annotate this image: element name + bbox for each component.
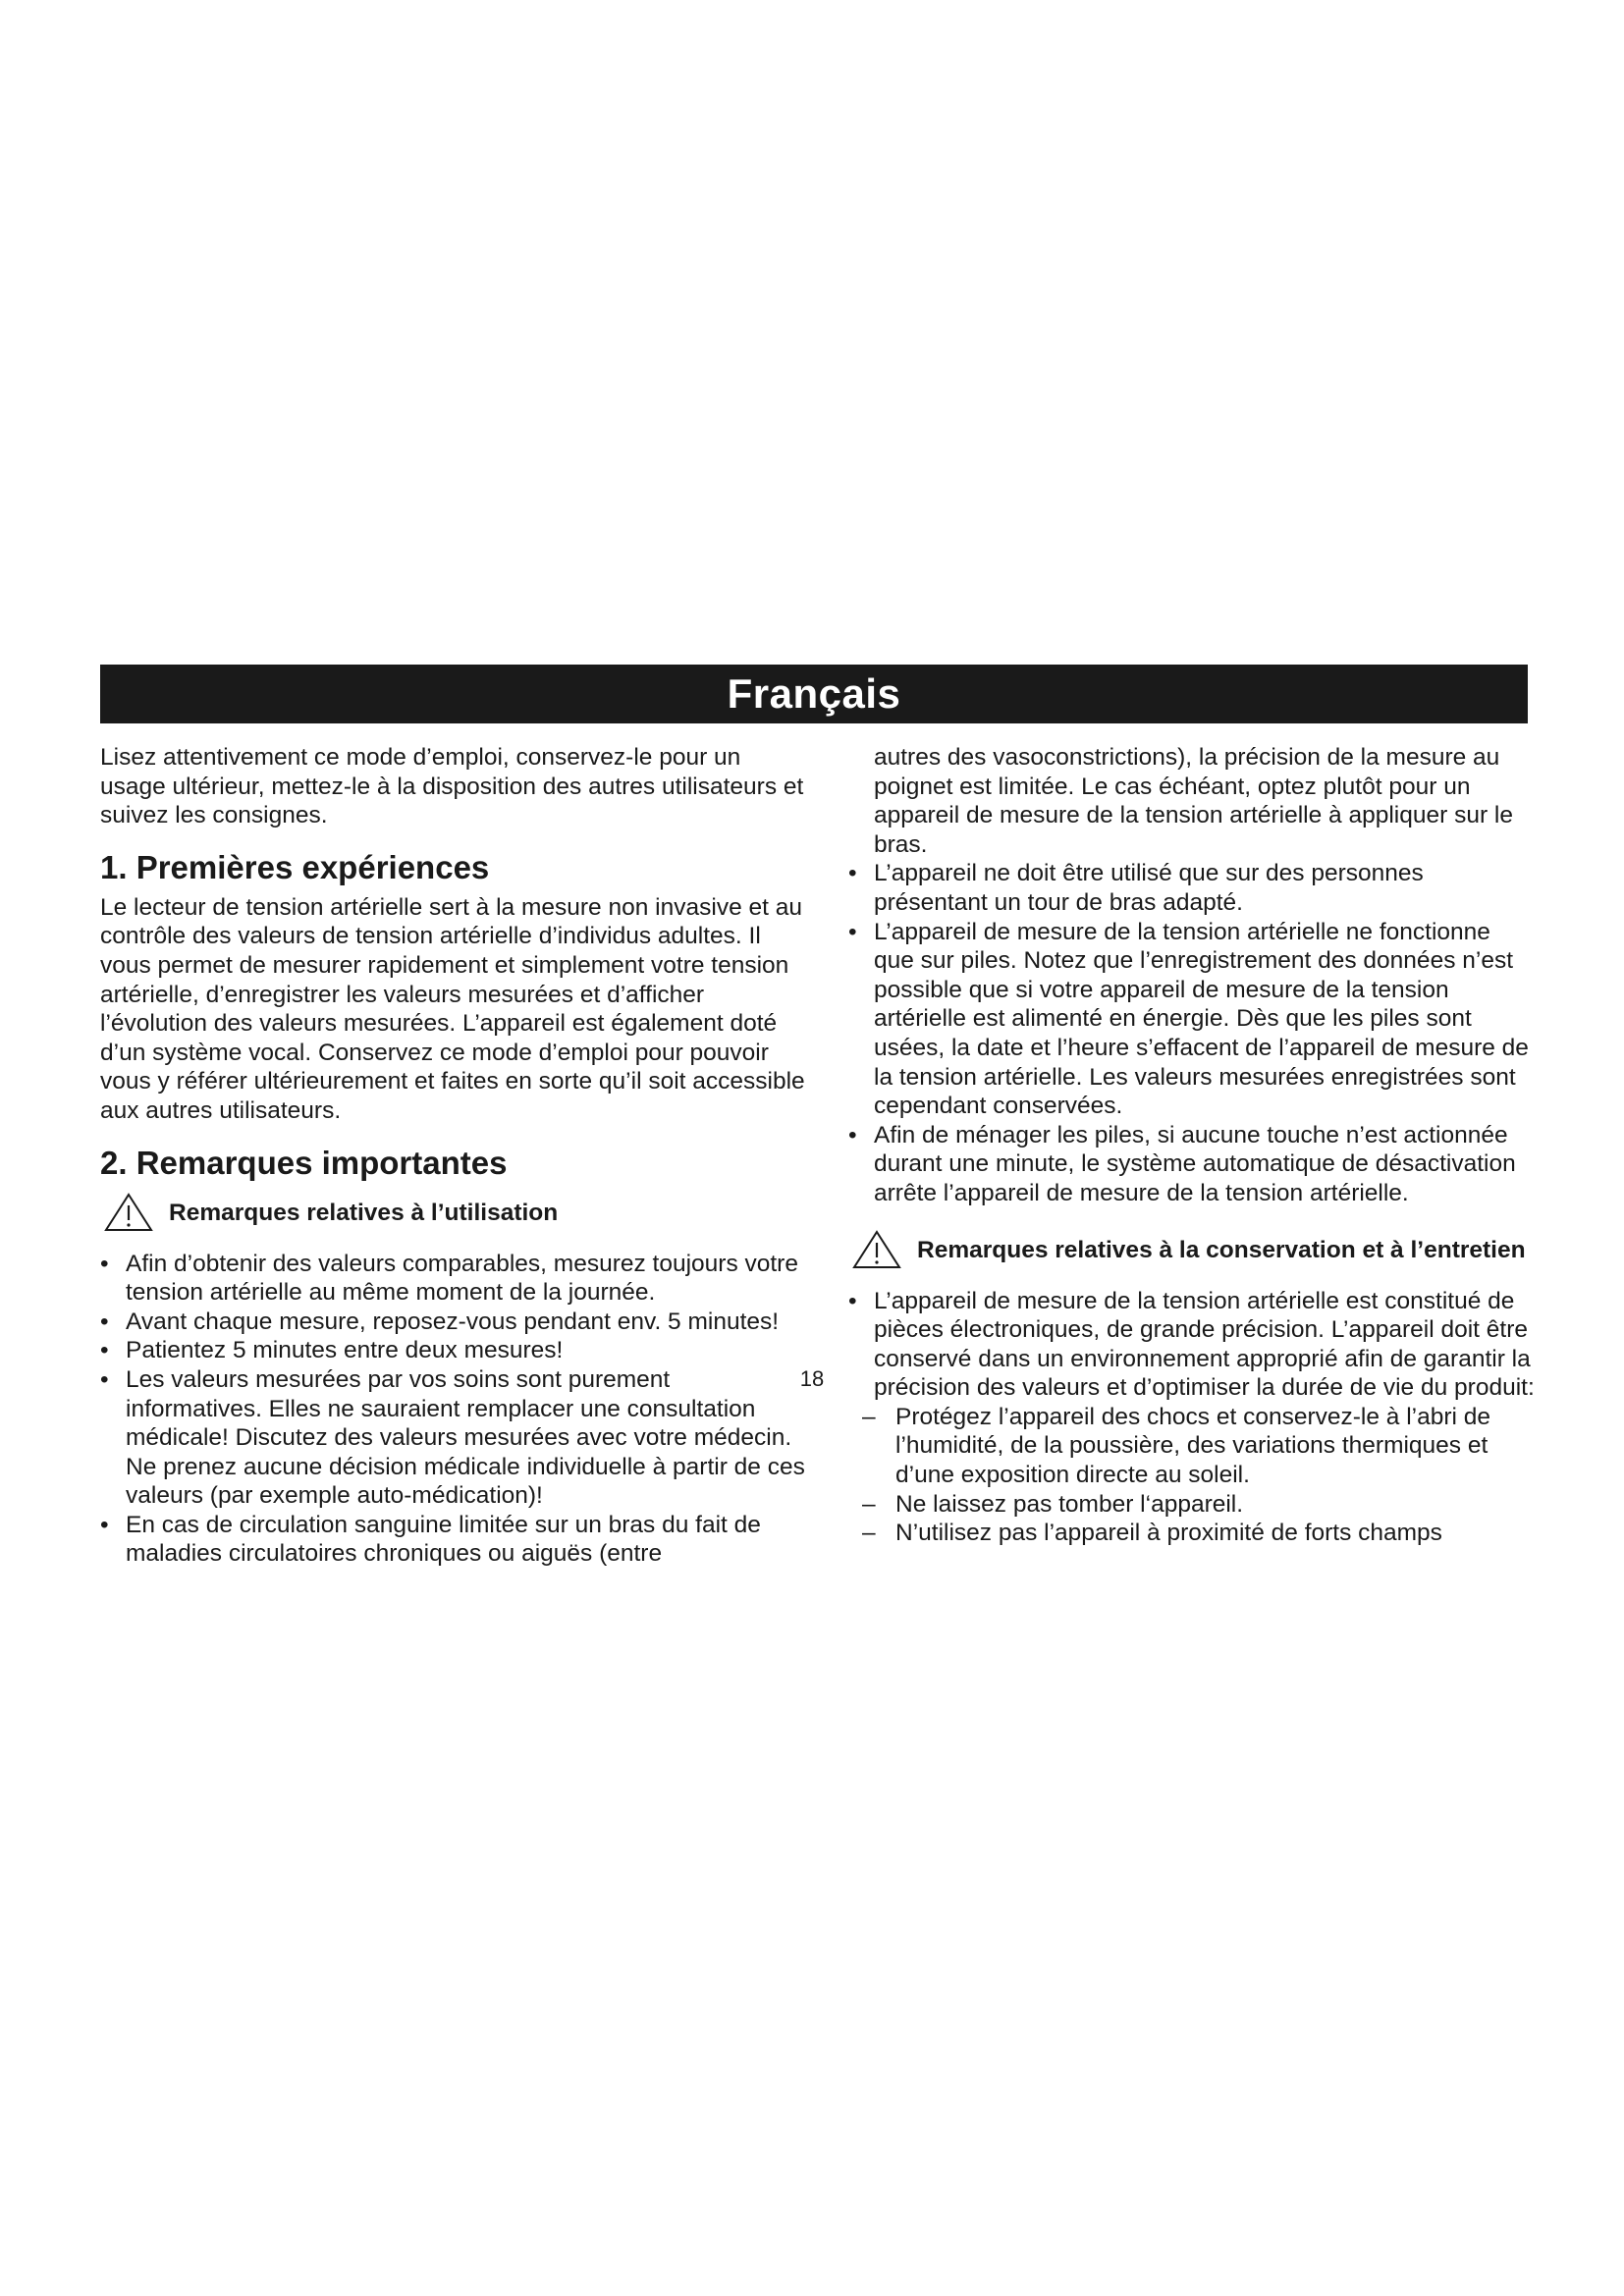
care-notes-label: Remarques relatives à la conservation et à l’entretien [917,1236,1526,1263]
care-notes-heading [848,1230,1536,1269]
section-1-heading: 1. Premières expériences [100,848,490,885]
warning-triangle-icon [852,1230,901,1269]
section-2-heading: 2. Remarques importantes [100,1144,508,1181]
continued-text: autres des vasoconstrictions), la précision de la mesure au poignet est limitée. Le cas échéant, optez plutôt pour un appareil de mesure de la tension artérielle à appliquer sur le bras. [874,744,1513,858]
list-item: • L’appareil de mesure de la tension artérielle ne fonctionne que sur piles. Notez que l’enregistrement des données n’est possible que si votre appareil de mesure de la tension artérielle est alimenté en énergie. Dès que les piles sont usées, la date et l’heure s’effacent de l’appareil de mesure de la tension artérielle. Les valeurs mesurées enregistrées sont cependant conservées. [848,918,1536,1121]
left-column [100,743,809,1569]
usage-notes-heading [100,1193,809,1232]
page-title: Français [727,670,901,717]
care-notes-list [848,1287,1536,1548]
sub-list-item: – Ne laissez pas tomber l‘appareil. [848,1490,1536,1520]
list-item: • Patientez 5 minutes entre deux mesures! [100,1336,809,1365]
list-item: • L’appareil de mesure de la tension artérielle est constitué de pièces électroniques, de grande précision. L’appareil doit être conservé dans un environnement approprié afin de garantir la précision des valeurs et d’optimiser la durée de vie du produit: [848,1287,1536,1403]
list-item: • Avant chaque mesure, reposez-vous pendant env. 5 minutes! [100,1308,809,1337]
usage-notes-list [100,1250,809,1570]
sub-list-item: – N’utilisez pas l’appareil à proximité de forts champs [848,1519,1536,1548]
list-item: • Les valeurs mesurées par vos soins sont purement informatives. Elles ne sauraient remplacer une consultation médicale! Discutez des valeurs mesurées avec votre médecin. Ne prenez aucune décision médicale individuelle à partir de ces valeurs (par exemple auto-médication)! [100,1365,809,1511]
list-item: • En cas de circulation sanguine limitée sur un bras du fait de maladies circulatoires chroniques ou aiguës (entre [100,1511,809,1569]
list-item: • Afin de ménager les piles, si aucune touche n’est actionnée durant une minute, le système automatique de désactivation arrête l’appareil de mesure de la tension artérielle. [848,1121,1536,1208]
right-column [848,743,1536,1548]
sub-list-item: – Protégez l’appareil des chocs et conservez-le à l’abri de l’humidité, de la poussière, des variations thermiques et d’une exposition directe au soleil. [848,1403,1536,1490]
list-item: • Afin d’obtenir des valeurs comparables, mesurez toujours votre tension artérielle au même moment de la journée. [100,1250,809,1308]
section-1-paragraph: Le lecteur de tension artérielle sert à la mesure non invasive et au contrôle des valeurs de tension artérielle d’individus adultes. Il vous permet de mesurer rapidement et simplement votre tension artérielle, d’enregistrer les valeurs mesurées et d’afficher l’évolution des valeurs mesurées. L’appareil est également doté d’un système vocal. Conservez ce mode d’emploi pour pouvoir vous y référer ultérieurement et faites en sorte qu’il soit accessible aux autres utilisateurs. [100,893,805,1124]
intro-paragraph: Lisez attentivement ce mode d’emploi, conservez-le pour un usage ultérieur, mettez-le à la disposition des autres utilisateurs et suivez les consignes. [100,744,804,829]
usage-notes-list-continued [848,859,1536,1207]
language-title-bar [100,665,1528,723]
usage-notes-label: Remarques relatives à l’utilisation [169,1199,559,1226]
page-number: 18 [799,1366,825,1391]
list-item: • L’appareil ne doit être utilisé que sur des personnes présentant un tour de bras adapté. [848,859,1536,917]
warning-triangle-icon [104,1193,153,1232]
